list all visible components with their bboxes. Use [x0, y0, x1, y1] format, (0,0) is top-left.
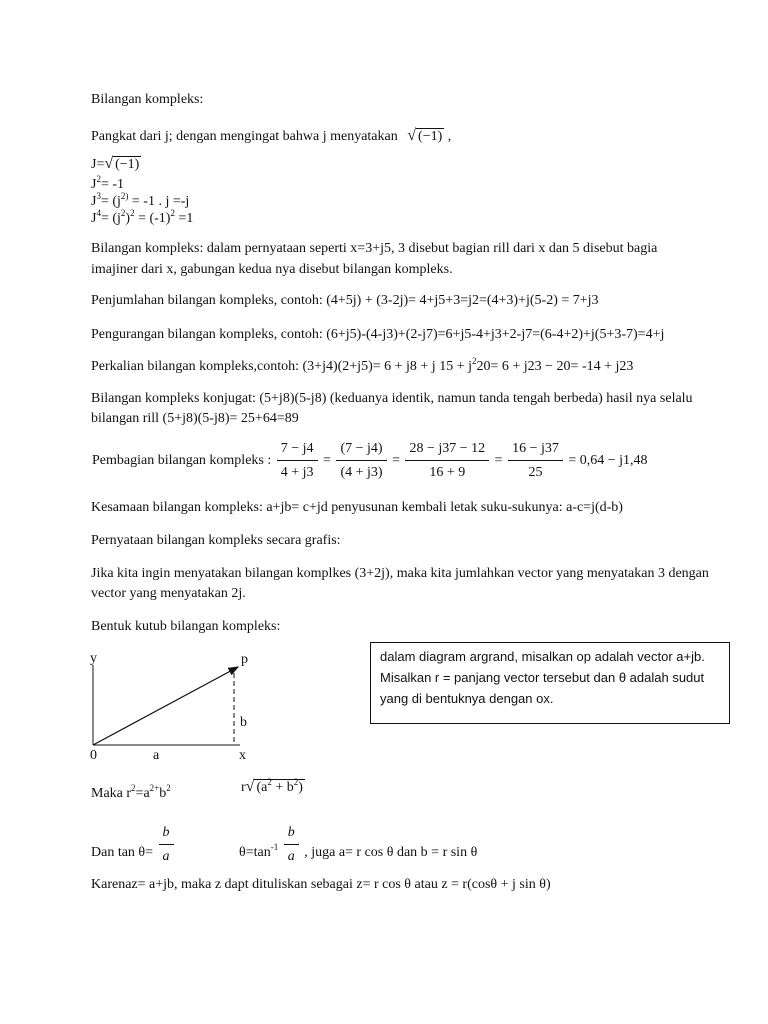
pangkat-tail: , [447, 129, 452, 144]
power-j1 [91, 156, 141, 173]
perkalian-a: Perkalian bilangan kompleks,contoh: (3+j4)(2+j5)= 6 + j8 + j 15 + j [91, 359, 472, 374]
tan-fraction-den: a [162, 849, 170, 864]
r-expression [241, 779, 305, 796]
pembagian-label: Pembagian bilangan kompleks : [92, 453, 272, 468]
pengurangan-line: Pengurangan bilangan kompleks, contoh: (6+j5)-(4-j3)+(2-j7)=6+j5-4+j3+2-j7=(6-4+2)+j(5+3-7)=4+j [91, 327, 665, 342]
fraction-4 [508, 440, 563, 482]
box-line-3: yang di bentuknya dengan ox. [380, 691, 554, 706]
perkalian-sup: 2 [471, 356, 477, 366]
tan-fraction-num: b [159, 824, 174, 845]
fraction-4-num: 16 − j37 [508, 440, 563, 461]
fraction-3 [405, 440, 489, 482]
diagram-label-p: p [241, 652, 248, 667]
j4-sup3: 2 [130, 208, 135, 218]
maka-a: Maka r [91, 786, 132, 801]
j3-c: = (j [100, 194, 121, 209]
j2-sup: 2 [96, 174, 101, 184]
sqrt-radicand [254, 779, 304, 795]
power-j4 [91, 208, 194, 227]
kesamaan-line: Kesamaan bilangan kompleks: a+jb= c+jd penyusunan kembali letak suku-sukunya: a-c=j(d-b) [91, 500, 623, 515]
box-line-1: dalam diagram argrand, misalkan op adalah vector a+jb. [380, 649, 705, 664]
pangkat-line [91, 128, 451, 145]
sqrt-expression: √ (−1) [104, 155, 140, 172]
diagram-label-y: y [90, 651, 97, 666]
j4-sup4: 2 [170, 208, 175, 218]
definition-line-2: imajiner dari x, gabungan kedua nya disebut bilangan kompleks. [91, 262, 453, 277]
j4-g: = (-1) [134, 211, 171, 226]
maka-line [91, 783, 171, 802]
fraction-1-num: 7 − j4 [277, 440, 318, 461]
theta-fraction-num: b [284, 824, 299, 845]
konjugat-line-2: bilangan rill (5+j8)(5-j8)= 25+64=89 [91, 411, 299, 426]
theta-fraction [284, 824, 299, 866]
r-plus: + b [271, 780, 294, 795]
pembagian-result: = 0,64 − j1,48 [568, 453, 648, 468]
vector-op [93, 667, 238, 745]
equals-sign: = [392, 453, 400, 468]
maka-e: b [159, 786, 167, 801]
fraction-3-num: 28 − j37 − 12 [405, 440, 489, 461]
karena-line: Karenaz= a+jb, maka z dapt dituliskan sebagai z= r cos θ atau z = r(cosθ + j sin θ) [91, 877, 551, 892]
box-line-2: Misalkan r = panjang vector tersebut dan θ adalah sudut [380, 670, 705, 685]
j2-c: = -1 [100, 177, 125, 192]
j3-a: J [91, 194, 97, 209]
konjugat-line-1: Bilangan kompleks konjugat: (5+j8)(5-j8) (keduanya identik, namun tanda tengah berbeda) hasil nya selalu [91, 391, 693, 406]
diagram-label-origin: 0 [90, 748, 97, 763]
tan-label: Dan tan θ= [91, 845, 154, 860]
j2-a: J [91, 177, 97, 192]
j4-e: ) [125, 211, 131, 226]
j3-sup: 3 [96, 191, 101, 201]
maka-sup1: 2 [131, 783, 136, 793]
r-symbol: r [241, 780, 246, 795]
pangkat-text: Pangkat dari j; dengan mengingat bahwa j menyatakan [91, 129, 398, 144]
page-title: Bilangan kompleks: [91, 92, 204, 107]
maka-sup3: 2 [166, 783, 171, 793]
definition-line-1: Bilangan kompleks: dalam pernyataan seperti x=3+j5, 3 disebut bagian rill dari x dan 5 disebut bagia [91, 241, 658, 256]
equals-sign: = [323, 453, 331, 468]
sqrt-expression: √ (−1) [407, 127, 443, 144]
penjumlahan-line: Penjumlahan bilangan kompleks, contoh: (4+5j) + (3-2j)= 4+j5+3=j2=(4+3)+j(5-2) = 7+j3 [91, 293, 599, 308]
perkalian-b: 20= 6 + j23 − 20= -14 + j23 [476, 359, 634, 374]
sqrt-expression: √ $(a^2 + b^2)$ [245, 777, 303, 795]
equals-sign: = [494, 453, 503, 468]
r-a: (a [256, 780, 268, 795]
theta-sup: -1 [270, 842, 279, 852]
j4-c: = (j [100, 211, 121, 226]
theta-label [239, 842, 279, 860]
argand-diagram [80, 645, 280, 770]
tan-line [91, 824, 176, 866]
jika-line-2: vector yang menyatakan 2j. [91, 586, 246, 601]
fraction-2-num: (7 − j4) [336, 440, 386, 461]
j3-e: = -1 . j =-j [128, 194, 190, 209]
j4-a: J [91, 211, 97, 226]
r-close: ) [298, 780, 303, 795]
tan-fraction [159, 824, 174, 866]
diagram-label-b: b [240, 715, 247, 730]
maka-sup2: 2+ [149, 783, 160, 793]
fraction-1-den: 4 + j3 [280, 465, 314, 480]
r-sup1: 2 [267, 777, 272, 787]
pembagian-equation [92, 440, 648, 482]
kutub-line: Bentuk kutub bilangan kompleks: [91, 619, 281, 634]
sqrt-radicand: (−1) [418, 129, 443, 144]
r-sup2: 2 [293, 777, 299, 787]
fraction-4-den: 25 [528, 465, 543, 480]
fraction-3-den: 16 + 9 [429, 465, 466, 480]
perkalian-line [91, 356, 634, 375]
jika-line-1: Jika kita ingin menyatakan bilangan komplkes (3+2j), maka kita jumlahkan vector yang menyatakan 3 dengan [91, 566, 709, 581]
j4-sup: 4 [96, 208, 101, 218]
j4-sup2: 2 [120, 208, 126, 218]
diagram-label-x: x [239, 748, 246, 763]
grafis-line: Pernyataan bilangan kompleks secara grafis: [91, 533, 341, 548]
j4-i: =1 [174, 211, 194, 226]
fraction-2 [336, 440, 386, 482]
explanation-box [370, 642, 730, 724]
theta-line [239, 824, 477, 866]
fraction-1 [277, 440, 318, 482]
j3-sup2: 2) [120, 191, 129, 201]
sqrt-radicand: (−1) [115, 157, 140, 172]
theta-fraction-den: a [287, 849, 295, 864]
fraction-2-den: (4 + j3) [340, 465, 383, 480]
j1-lhs: J= [91, 157, 105, 172]
theta-label-text: θ=tan [239, 845, 271, 860]
maka-c: =a [135, 786, 150, 801]
theta-tail: , juga a= r cos θ dan b = r sin θ [304, 845, 478, 860]
diagram-label-a: a [153, 748, 160, 763]
